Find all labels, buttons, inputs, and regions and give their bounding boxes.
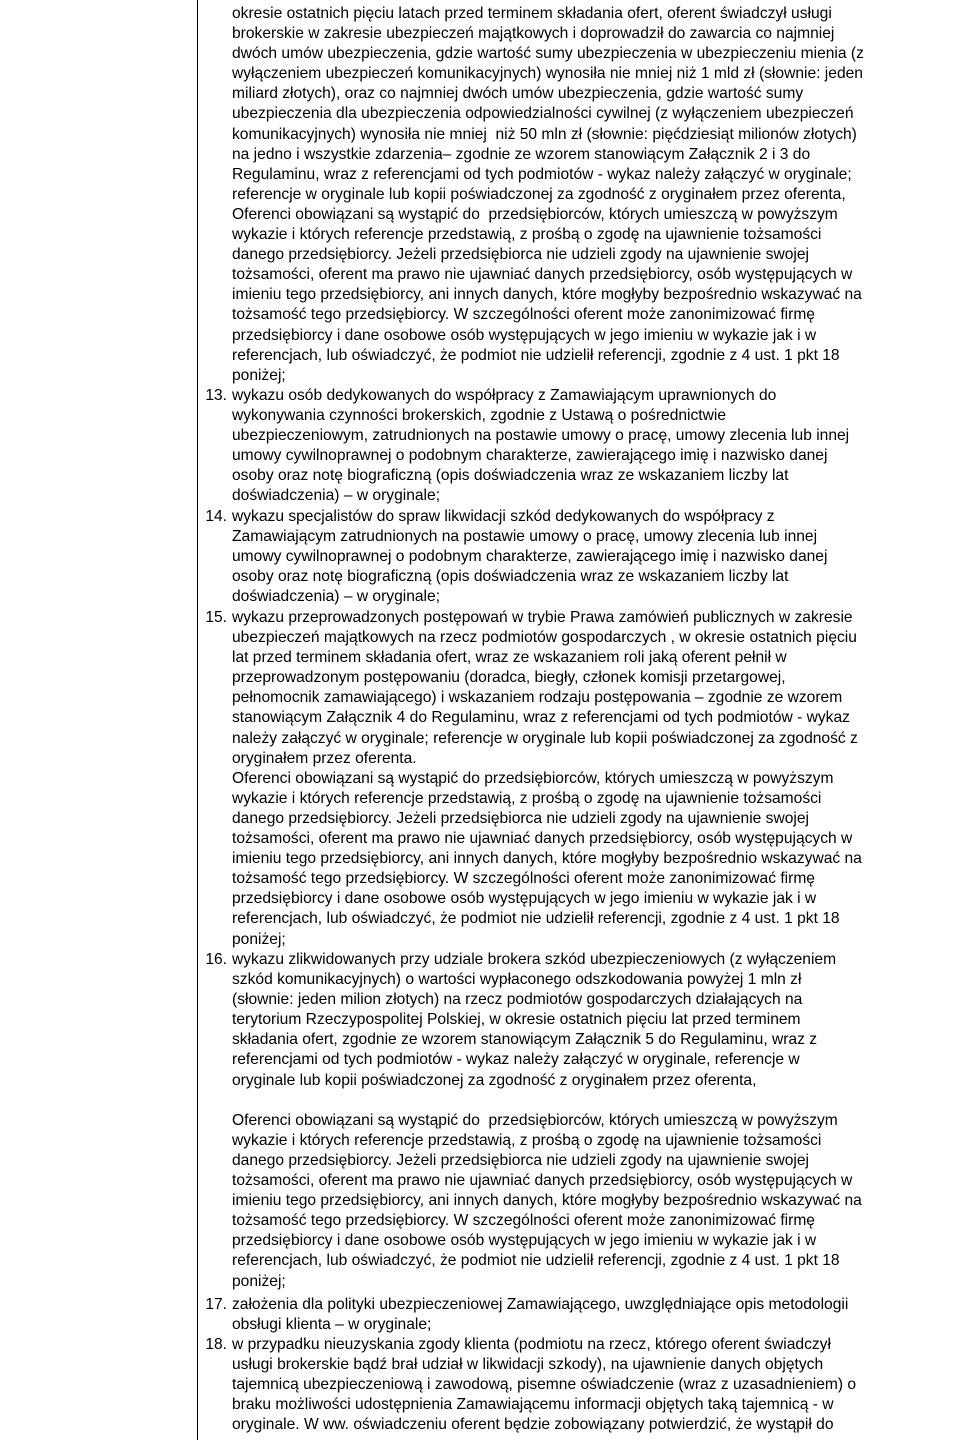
item-text <box>232 386 947 507</box>
text-line: danego przedsiębiorcy. Jeżeli przedsiębiorca nie udzieli zgody na ujawnienie swojej <box>232 809 810 827</box>
text-line: doświadczenia) – w oryginale; <box>232 487 441 505</box>
item-number: 16. <box>205 951 227 968</box>
text-line: tożsamości, oferent ma prawo nie ujawniać danych przedsiębiorcy, osób występujących w <box>232 1172 853 1190</box>
item-number: 17. <box>205 1296 227 1313</box>
text-line: Oferenci obowiązani są wystąpić do przedsiębiorców, których umieszczą w powyższym <box>232 1111 838 1129</box>
text-line: danego przedsiębiorcy. Jeżeli przedsiębiorca nie udzieli zgody na ujawnienie swojej <box>232 246 810 264</box>
text-line: usługi brokerskie bądź brał udział w likwidacji szkody), na ujawnienie danych objętych <box>232 1356 824 1374</box>
text-line: na jedno i wszystkie zdarzenia– zgodnie ze wzorem stanowiącym Załącznik 2 i 3 do <box>232 145 811 163</box>
text-line: przedsiębiorcy i dane osobowe osób występujących w jego imieniu w wykazie jak i w <box>232 1232 817 1250</box>
text-line: wykazie i których referencje przedstawią, z prośbą o zgodę na ujawnienie tożsamości <box>232 1131 822 1149</box>
text-line: ubezpieczeniowym, zatrudnionych na postawie umowy o pracę, umowy zlecenia lub innej <box>232 427 850 445</box>
text-line: założenia dla polityki ubezpieczeniowej Zamawiającego, uwzględniające opis metodologii <box>232 1296 849 1313</box>
item-text <box>232 1295 947 1335</box>
item-number: 13. <box>205 387 227 404</box>
item-number: 14. <box>205 508 227 525</box>
text-line <box>232 1091 947 1111</box>
text-line: Oferenci obowiązani są wystąpić do przedsiębiorców, których umieszczą w powyższym <box>232 769 834 787</box>
text-line: ubezpieczenia dla ubezpieczenia odpowiedzialności cywilnej (z wyłączeniem ubezpieczeń <box>232 105 854 123</box>
text-line: poniżej; <box>232 930 286 948</box>
text-line: tajemnicą ubezpieczeniową i zawodową, pisemne oświadczenie (wraz z uzasadnieniem) o <box>232 1376 857 1394</box>
text-line: (słownie: jeden milion złotych) na rzecz podmiotów gospodarczych działających na <box>232 991 803 1009</box>
text-line: wykazu osób dedykowanych do współpracy z Zamawiającym uprawnionych do <box>232 387 777 404</box>
text-line: wykonywania czynności brokerskich, zgodnie z Ustawą o pośrednictwie <box>232 407 727 425</box>
text-line: oryginale lub kopii poświadczonej za zgodność z oryginałem przez oferenta, <box>232 1071 757 1089</box>
text-line: doświadczenia) – w oryginale; <box>232 588 441 606</box>
text-line: dwóch umów ubezpieczenia, gdzie wartość sumy ubezpieczenia w ubezpieczeniu mienia (z <box>232 45 864 63</box>
text-line: umowy cywilnoprawnej o podobnym charakterze, zawierającego imię i nazwisko danej <box>232 548 828 566</box>
text-line: wykazie i których referencje przedstawią, z prośbą o zgodę na ujawnienie tożsamości <box>232 789 822 807</box>
text-line: Oferenci obowiązani są wystąpić do przedsiębiorców, których umieszczą w powyższym <box>232 205 838 223</box>
text-line: wykazu specjalistów do spraw likwidacji szkód dedykowanych do współpracy z <box>232 508 775 525</box>
text-line: referencjach, lub oświadczyć, że podmiot nie udzielił referencji, zgodnie z 4 ust. 1 pkt 18 <box>232 1252 840 1270</box>
text-line: tożsamość tego przedsiębiorcy. W szczególności oferent może zanonimizować firmę <box>232 1212 815 1230</box>
text-line: szkód komunikacyjnych) o wartości wypłaconego odszkodowania powyżej 1 mln zł <box>232 971 802 989</box>
text-line: komunikacyjnych) wynosiła nie mniej niż 50 mln zł (słownie: pięćdziesiąt milionów złotych) <box>232 125 857 143</box>
text-line: przedsiębiorcy i dane osobowe osób występujących w jego imieniu w wykazie jak i w <box>232 890 817 908</box>
text-line: poniżej; <box>232 1272 286 1290</box>
text-line: referencjach, lub oświadczyć, że podmiot nie udzielił referencji, zgodnie z 4 ust. 1 pkt 18 <box>232 346 840 364</box>
item-number: 15. <box>205 609 227 626</box>
text-line: umowy cywilnoprawnej o podobnym charakterze, zawierającego imię i nazwisko danej <box>232 447 828 465</box>
text-line: stanowiącym Załącznik 4 do Regulaminu, wraz z referencjami od tych podmiotów - wykaz <box>232 709 850 727</box>
text-line: wykazie i których referencje przedstawią, z prośbą o zgodę na ujawnienie tożsamości <box>232 226 822 244</box>
text-line: przedsiębiorcy i dane osobowe osób występujących w jego imieniu w wykazie jak i w <box>232 326 817 344</box>
text-line: referencje w oryginale lub kopii poświadczonej za zgodność z oryginałem przez oferenta, <box>232 185 846 203</box>
text-line: okresie ostatnich pięciu latach przed terminem składania ofert, oferent świadczył usługi <box>232 5 832 22</box>
item-text <box>232 507 947 607</box>
text-line: imieniu tego przedsiębiorcy, ani innych danych, które mogłyby bezpośrednio wskazywać na <box>232 286 862 304</box>
text-line: osoby oraz notę biograficzną (opis doświadczenia wraz ze wskazaniem liczby lat <box>232 568 789 586</box>
item-text <box>232 1335 947 1435</box>
text-line: tożsamości, oferent ma prawo nie ujawniać danych przedsiębiorcy, osób występujących w <box>232 830 853 848</box>
intro-paragraph <box>232 4 947 386</box>
item-number: 18. <box>205 1336 227 1353</box>
text-line: wykazu przeprowadzonych postępowań w trybie Prawa zamówień publicznych w zakresie <box>232 609 853 626</box>
text-line: miliard złotych), oraz co najmniej dwóch umów ubezpieczenia, gdzie wartość sumy <box>232 85 804 103</box>
text-line: przeprowadzonym postępowaniu (doradca, biegły, członek komisji przetargowej, <box>232 669 786 687</box>
text-line: oryginałem przez oferenta. <box>232 749 417 767</box>
text-line: tożsamości, oferent ma prawo nie ujawniać danych przedsiębiorcy, osób występujących w <box>232 266 853 284</box>
text-line: referencjach, lub oświadczyć, że podmiot nie udzielił referencji, zgodnie z 4 ust. 1 pkt 18 <box>232 910 840 928</box>
text-line: Regulaminu, wraz z referencjami od tych podmiotów - wykaz należy załączyć w oryginale; <box>232 165 852 183</box>
text-line: referencjami od tych podmiotów - wykaz należy załączyć w oryginale, referencje w <box>232 1051 800 1069</box>
text-line: imieniu tego przedsiębiorcy, ani innych danych, które mogłyby bezpośrednio wskazywać na <box>232 850 862 868</box>
text-line: tożsamość tego przedsiębiorcy. W szczególności oferent może zanonimizować firmę <box>232 306 815 324</box>
text-line: Zamawiającym zatrudnionych na postawie umowy o pracę, umowy zlecenia lub innej <box>232 528 818 546</box>
text-line: osoby oraz notę biograficzną (opis doświadczenia wraz ze wskazaniem liczby lat <box>232 467 789 485</box>
text-line: wyłączeniem ubezpieczeń komunikacyjnych) wynosiła nie mniej niż 1 mld zł (słownie: jeden <box>232 65 863 83</box>
text-line: ubezpieczeń majątkowych na rzecz podmiotów gospodarczych , w okresie ostatnich pięciu <box>232 629 857 647</box>
text-line: imieniu tego przedsiębiorcy, ani innych danych, które mogłyby bezpośrednio wskazywać na <box>232 1192 862 1210</box>
text-line: oryginale. W ww. oświadczeniu oferent będzie zobowiązany potwierdzić, że wystąpił do <box>232 1416 834 1434</box>
text-line: należy załączyć w oryginale; referencje w oryginale lub kopii poświadczonej za zgodność z <box>232 729 858 747</box>
text-line: składania ofert, zgodnie ze wzorem stanowiącym Załącznik 5 do Regulaminu, wraz z <box>232 1031 818 1049</box>
text-line: obsługi klienta – w oryginale; <box>232 1316 432 1334</box>
text-line: w przypadku nieuzyskania zgody klienta (podmiotu na rzecz, którego oferent świadczył <box>232 1336 831 1353</box>
text-line: terytorium Rzeczypospolitej Polskiej, w okresie ostatnich pięciu lat przed terminem <box>232 1011 801 1029</box>
margin-rule <box>197 0 198 1440</box>
text-line: pełnomocnik zamawiającego) i wskazaniem rodzaju postępowania – zgodnie ze wzorem <box>232 689 843 707</box>
text-line: lat przed terminem składania ofert, wraz ze wskazaniem roli jaką oferent pełnił w <box>232 649 787 667</box>
text-line: tożsamość tego przedsiębiorcy. W szczególności oferent może zanonimizować firmę <box>232 870 815 888</box>
item-text <box>232 950 947 1292</box>
text-line: braku możliwości udostępnienia Zamawiającemu informacji objętych taką tajemnicą - w <box>232 1396 834 1414</box>
text-line: danego przedsiębiorcy. Jeżeli przedsiębiorca nie udzieli zgody na ujawnienie swojej <box>232 1151 810 1169</box>
text-line: wykazu zlikwidowanych przy udziale brokera szkód ubezpieczeniowych (z wyłączeniem <box>232 951 837 968</box>
text-line: brokerskie w zakresie ubezpieczeń majątkowych i doprowadził do zawarcia co najmniej <box>232 25 835 43</box>
item-text <box>232 608 947 950</box>
text-line: poniżej; <box>232 366 286 384</box>
